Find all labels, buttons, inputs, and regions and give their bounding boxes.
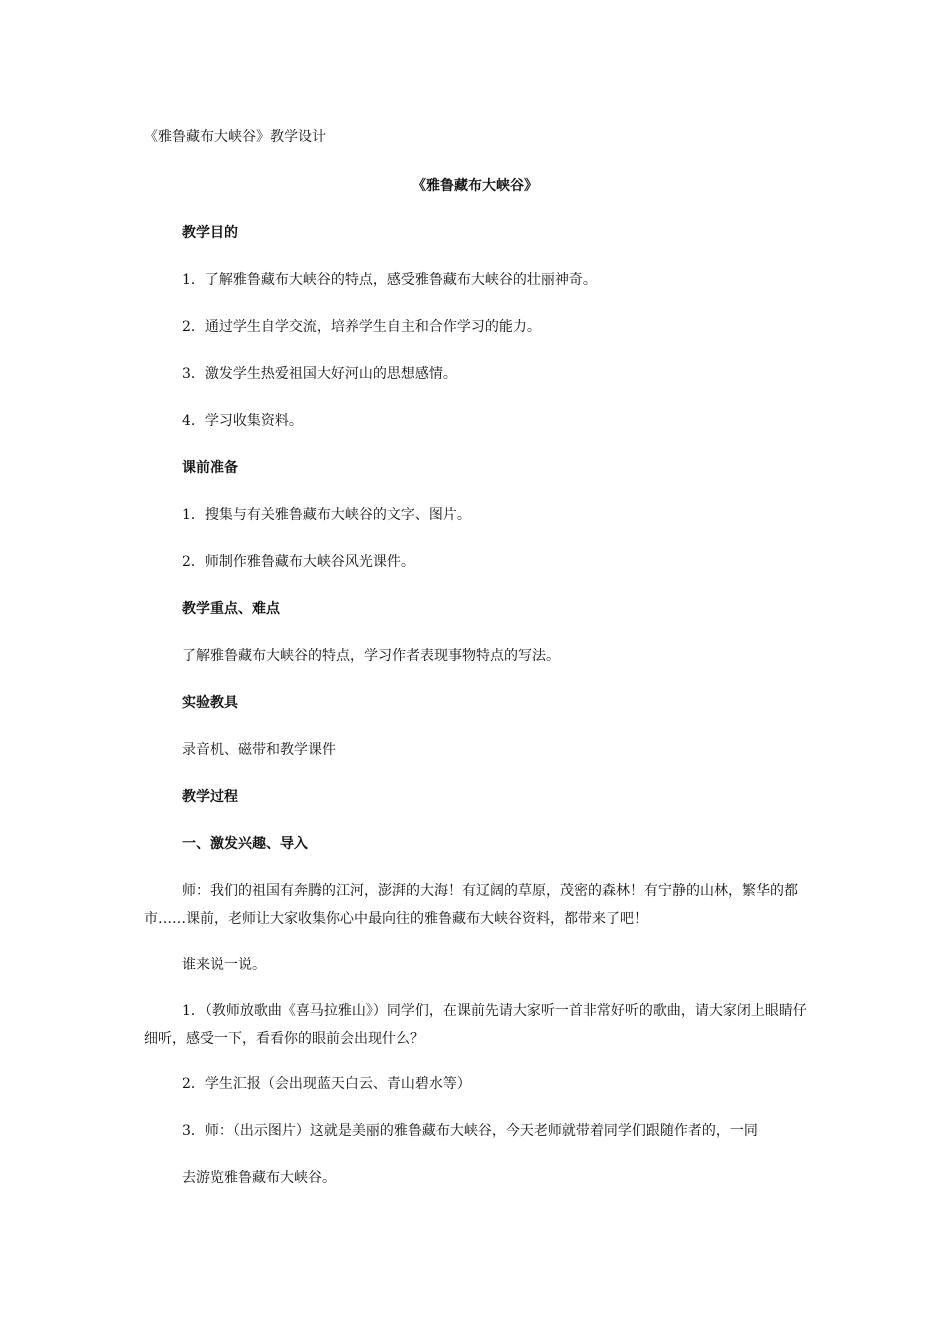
process-line: 2．学生汇报（会出现蓝天白云、青山碧水等） <box>182 1076 471 1092</box>
objective-item: 2．通过学生自学交流，培养学生自主和合作学习的能力。 <box>182 319 541 335</box>
objective-item: 3．激发学生热爱祖国大好河山的思想感情。 <box>182 366 457 382</box>
tools-heading: 实验教具 <box>182 695 238 711</box>
process-line: 去游览雅鲁藏布大峡谷。 <box>182 1170 336 1186</box>
key-points-heading: 教学重点、难点 <box>182 601 280 617</box>
tools-text: 录音机、磁带和教学课件 <box>182 742 336 758</box>
preparation-item: 1．搜集与有关雅鲁藏布大峡谷的文字、图片。 <box>182 507 471 523</box>
lesson-title: 《雅鲁藏布大峡谷》 <box>412 178 538 194</box>
process-heading: 教学过程 <box>182 789 238 805</box>
process-line: 谁来说一说。 <box>182 957 266 973</box>
objective-item: 4．学习收集资料。 <box>182 413 303 429</box>
objective-item: 1．了解雅鲁藏布大峡谷的特点，感受雅鲁藏布大峡谷的壮丽神奇。 <box>182 272 597 288</box>
preparation-item: 2．师制作雅鲁藏布大峡谷风光课件。 <box>182 554 415 570</box>
objectives-heading: 教学目的 <box>182 225 238 241</box>
document-title: 《雅鲁藏布大峡谷》教学设计 <box>144 129 326 145</box>
process-paragraph: 1．（教师放歌曲《喜马拉雅山》）同学们，在课前先请大家听一首非常好听的歌曲，请大家闭上眼睛仔细听，感受一下，看看你的眼前会出现什么？ <box>144 1003 807 1047</box>
process-subheading: 一、激发兴趣、导入 <box>182 836 308 852</box>
key-points-text: 了解雅鲁藏布大峡谷的特点，学习作者表现事物特点的写法。 <box>182 648 560 664</box>
process-line: 3．师：（出示图片）这就是美丽的雅鲁藏布大峡谷，今天老师就带着同学们跟随作者的，一同 <box>182 1123 758 1139</box>
preparation-heading: 课前准备 <box>182 460 238 476</box>
process-paragraph: 师：我们的祖国有奔腾的江河，澎湃的大海！有辽阔的草原，茂密的森林！有宁静的山林，繁华的都市……课前，老师让大家收集你心中最向往的雅鲁藏布大峡谷资料，都带来了吧！ <box>144 883 798 927</box>
